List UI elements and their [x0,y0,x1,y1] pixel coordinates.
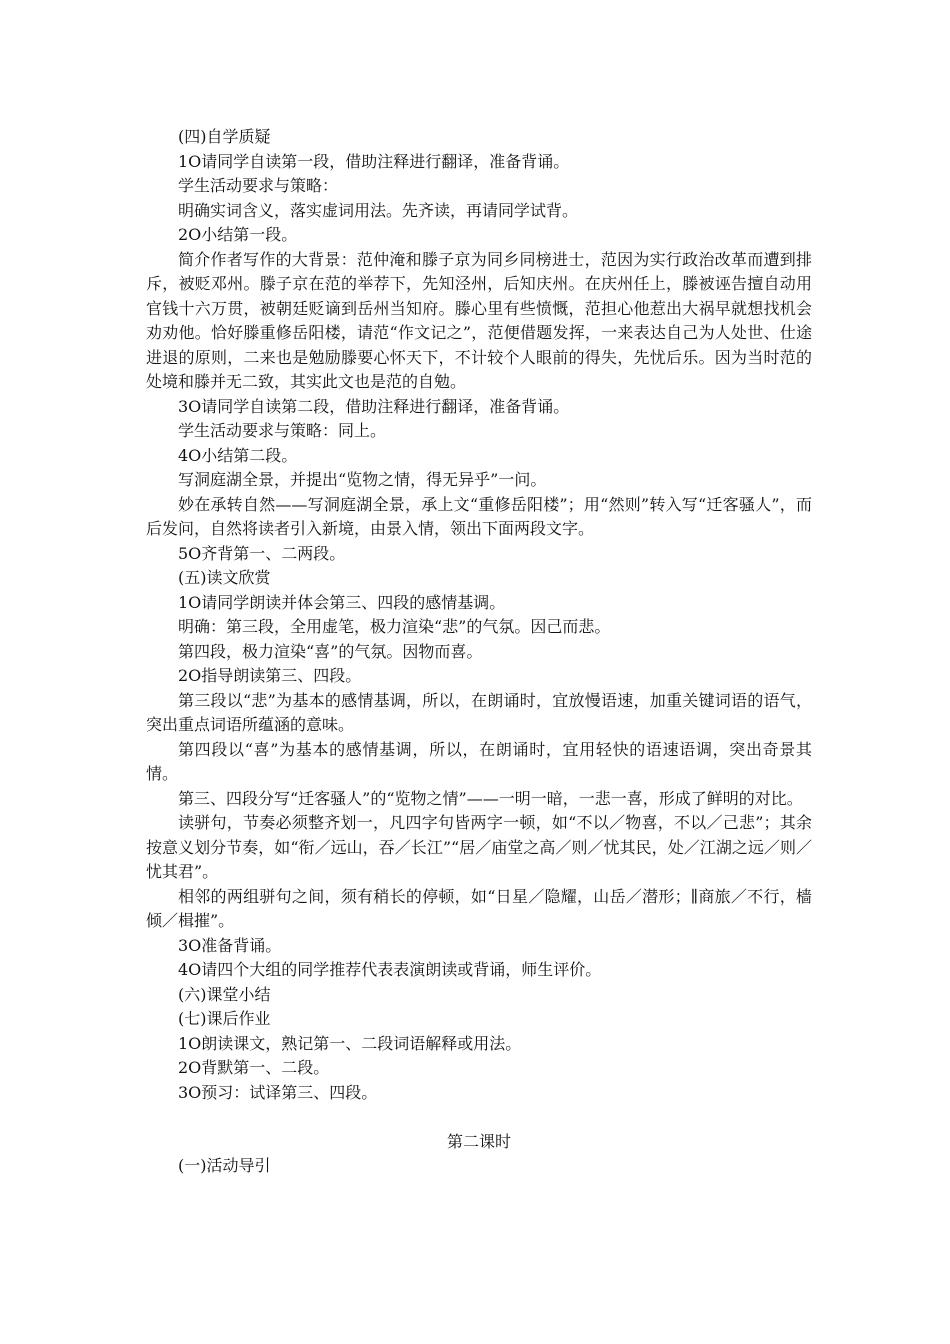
document-page [146,125,812,1179]
paragraph: 学生活动要求与策略：同上。 [178,421,387,440]
paragraph: 2O背默第一、二段。 [178,1058,330,1077]
document-body [146,125,812,1105]
paragraph: 3O预习：试译第三、四段。 [178,1082,378,1102]
paragraph: 相邻的两组骈句之间，须有稍长的停顿，如“日星／隐耀，山岳／潜形；∥商旅／不行，樯倾／楫摧”。 [146,886,812,930]
paragraph: (五)读文欣赏 [178,568,271,587]
paragraph: (七)课后作业 [178,1009,271,1028]
paragraph: 明确实词含义，落实虚词用法。先齐读，再请同学试背。 [178,200,579,220]
paragraph: 第三、四段分写“迁客骚人”的“览物之情”——一明一暗，一悲一喜，形成了鲜明的对比。 [178,788,803,808]
paragraph: 4O请四个大组的同学推荐代表表演朗读或背诵，师生评价。 [178,960,602,979]
paragraph: 写洞庭湖全景，并提出“览物之情，得无异乎”一问。 [178,470,547,489]
paragraph: 3O请同学自读第二段，借助注释进行翻译，准备背诵。 [178,396,570,416]
paragraph: 妙在承转自然——写洞庭湖全景，承上文“重修岳阳楼”；用“然则”转入写“迁客骚人”，而后发问，自然将读者引入新境，由景入情，领出下面两段文字。 [146,494,812,538]
paragraph: (四)自学质疑 [178,127,271,146]
paragraph: 2O小结第一段。 [178,225,298,244]
paragraph: 2O指导朗读第三、四段。 [178,666,362,685]
paragraph: 第四段以“喜”为基本的感情基调，所以，在朗诵时，宜用轻快的语速语调，突出奇景其情。 [146,739,812,783]
paragraph: 学生活动要求与策略： [178,176,339,195]
paragraph: 1O请同学自读第一段，借助注释进行翻译，准备背诵。 [178,151,570,171]
paragraph: 读骈句，节奏必须整齐划一，凡四字句皆两字一顿，如“不以／物喜，不以／己悲”；其余按意义划分节奏，如“衔／远山，吞／长江”“居／庙堂之高／则／忧其民，处／江湖之远／则／忧其君”。 [146,813,812,881]
paragraph: 5O齐背第一、二两段。 [178,543,346,563]
paragraph: 1O朗读课文，熟记第一、二段词语解释或用法。 [178,1033,522,1053]
paragraph: 第三段以“悲”为基本的感情基调，所以，在朗诵时，宜放慢语速，加重关键词语的语气，突出重点词语所蕴涵的意味。 [146,690,812,734]
paragraph: (六)课堂小结 [178,984,271,1004]
paragraph: 简介作者写作的大背景：范仲淹和滕子京为同乡同榜进士，范因为实行政治改革而遭到排斥，被贬邓州。滕子京在范的举荐下，先知泾州，后知庆州。在庆州任上，滕被诬告擅自动用官钱十六万贯，被朝廷贬谪到岳州当知府。滕心里有些愤慨，范担心他惹出大祸早就想找机会劝劝他。恰好滕重修岳阳楼，请范“作文记之”，范便借题发挥，一来表达自己为人处世、仕途进退的原则，二来也是勉励滕要心怀天下，不计较个人眼前的得失，先忧后乐。因为当时范的处境和滕并无二致，其实此文也是范的自勉。 [146,249,812,391]
paragraph: 明确：第三段，全用虚笔，极力渲染“悲”的气氛。因己而悲。 [178,617,611,636]
paragraph: 1O请同学朗读并体会第三、四段的感情基调。 [178,592,506,612]
paragraph: 4O小结第二段。 [178,445,298,465]
section-heading: 第二课时 [446,1131,511,1151]
paragraph: 3O准备背诵。 [178,935,282,955]
paragraph: 第四段，极力渲染“喜”的气氛。因物而喜。 [178,641,483,661]
paragraph-last: (一)活动导引 [178,1156,271,1175]
